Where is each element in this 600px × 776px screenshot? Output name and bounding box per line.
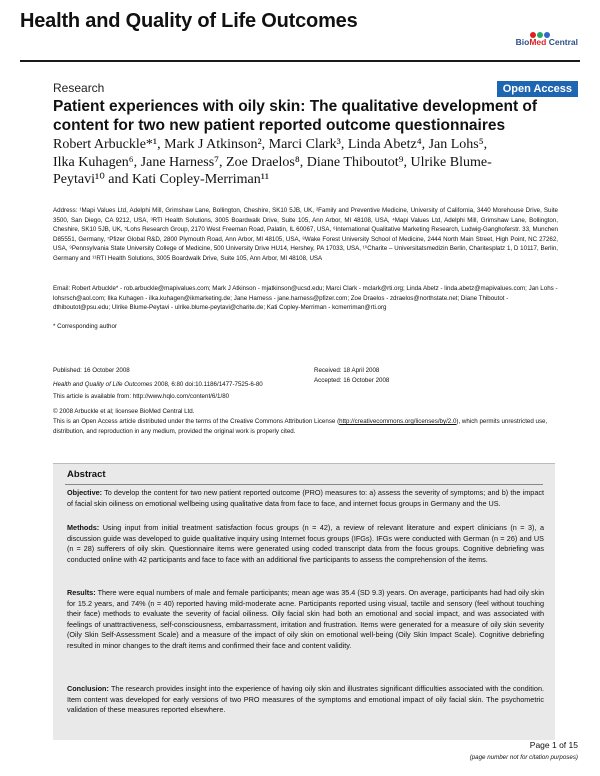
logo-text: BioMed Central xyxy=(515,37,578,47)
paper-title: Patient experiences with oily skin: The qualitative development of content for two new patient reported outcome questionnaires xyxy=(53,98,538,134)
corresponding-note: * Corresponding author xyxy=(53,323,117,330)
citation: Health and Quality of Life Outcomes 2008, 6:80 doi:10.1186/1477-7525-6-80 xyxy=(53,381,263,388)
authors-line: Robert Arbuckle*¹, Mark J Atkinson², Marci Clark³, Linda Abetz⁴, Jan Lohs⁵, xyxy=(53,137,488,152)
affiliations: Address: ¹Mapi Values Ltd, Adelphi Mill, Grimshaw Lane, Bollington, Cheshire, SK10 5JB, UK, ²Family and Preventive Medicine, University of California, 3440 Morehouse Drive, Suite 3500, San Diego, CA 9212, USA, ³RTI Health Solutions, 3005 Boardwalk Drive, Suite 105, Ann Arbor, MI 48108, USA, ⁴Mapi Values Ltd, Adelphi Mill, Grimshaw Lane, Bollington, Cheshire, SK10 5JB, UK, ⁵Lohs Research Group, 2170 West Freeman Road, Palatin, IL 60067, USA, ⁶International Qualitative Marketing Research, Ludwig-Ganghoferstr. 33, Munchen D85551, Germany, ⁷Pfizer Global R&D, 2800 Plymouth Road, Ann Arbor, MI 48105, USA, ⁸Wake Forest University School of Medicine, 2444 North Main Street, High Point, NC 27262, USA, ⁹Pennsylvania State University College of Medicine, 500 University Drive HU14, Hershey, PA 17033, USA, ¹⁰Charite – Universitatsmedizin Berlin, Charitesplatz 1, D 10117, Berlin, Germany and ¹¹RTI Health Solutions, 3005 Boardwalk Drive, Suite 105, Ann Arbor, MI 48108, USA xyxy=(53,207,558,262)
copyright: © 2008 Arbuckle et al; licensee BioMed Central Ltd. xyxy=(53,408,195,415)
page-note: (page number not for citation purposes) xyxy=(469,754,578,761)
biomed-central-logo xyxy=(506,25,578,53)
dates-right xyxy=(314,366,389,385)
page-number: Page 1 of 15 xyxy=(529,740,578,750)
available-from[interactable]: This article is available from: http://www.hqlo.com/content/6/1/80 xyxy=(53,393,230,400)
received-date: Received: 18 April 2008 xyxy=(314,367,380,374)
license-text: This is an Open Access article distributed under the terms of the Creative Commons Attribution License (http://creativecommons.org/licenses/by/2.0), which permits unrestricted use, distribution, and reproduction in any medium, provided the original work is properly cited. xyxy=(53,418,548,435)
published-date: Published: 16 October 2008 xyxy=(53,367,130,374)
abstract-rule xyxy=(65,484,543,485)
accepted-date: Accepted: 16 October 2008 xyxy=(314,376,390,384)
abstract-objective: Objective: To develop the content for two new patient reported outcome (PRO) measures to: a) assess the severity of symptoms; and b) the impact of facial skin oiliness on emotional wellbeing using qualitative data from face to face, and internet focus groups in Germany and the US. xyxy=(67,488,544,508)
abstract-box xyxy=(53,463,555,740)
abstract-heading: Abstract xyxy=(67,469,106,480)
header-rule xyxy=(20,60,580,62)
journal-title: Health and Quality of Life Outcomes xyxy=(20,10,358,32)
authors-line: Peytavi¹⁰ and Kati Copley-Merriman¹¹ xyxy=(53,172,270,187)
author-emails: Email: Robert Arbuckle* - rob.arbuckle@mapivalues.com; Mark J Atkinson - mjatkinson@ucsd.edu; Marci Clark - mclark@rti.org; Linda Abetz - linda.abetz@mapivalues.com; Jan Lohs - lohsrsch@aol.com; Ilka Kuhagen - ilka.kuhagen@ikmarketing.de; Jane Harness - jane.harness@pfizer.com; Zoe Draelos - zdraelos@northstate.net; Diane Thiboutot - dthiboutot@psu.edu; Ulrike Blume-Peytavi - ulrike.blume-peytavi@charite.de; Kati Copley-Merriman - kcmerriman@rti.org xyxy=(53,285,558,312)
article-type: Research xyxy=(53,81,105,95)
license-link[interactable]: http://creativecommons.org/licenses/by/2.0 xyxy=(339,418,457,425)
abstract-methods: Methods: Using input from initial treatment satisfaction focus groups (n = 42), a review of relevant literature and expert clinicians (n = 3), a discussion guide was developed to guide qualitative inquiry using Internet focus groups (IFGs). IFGs were conducted with German (n = 26) and US (n = 28) sufferers of oily skin. Questionnaire items were generated using coded transcript data from the focus groups. Cognitive debriefing was conducted online with 42 participants and face to face with an additional five participants to assess the comprehension of the items. xyxy=(67,523,544,564)
author-list xyxy=(53,136,558,189)
abstract-results: Results: There were equal numbers of male and female participants; mean age was 35.4 (SD 9.3) years. On average, participants had had oily skin for 15.2 years, and 74% (n = 40) reported having mild-moderate acne. Participants reported using visual, tactile and sensory (feel without touching their face) methods to evaluate the severity of facial oiliness. Oily facial skin had both an emotional and social impact, and was associated with feelings of unattractiveness, self-consciousness, embarrassment, irritation and frustration. Items were generated for a measure of oily skin severity (Oily Skin Self-Assessment Scale) and a measure of the impact of oily skin on emotional well-being (Oily Skin Impact Scale). Cognitive debriefing resulted in minor changes to the draft items and confirmed their face and content validity. xyxy=(67,588,544,650)
authors-line: Ilka Kuhagen⁶, Jane Harness⁷, Zoe Draelos⁸, Diane Thiboutot⁹, Ulrike Blume- xyxy=(53,154,492,170)
abstract-conclusion: Conclusion: The research provides insight into the experience of having oily skin and illustrates significant difficulties associated with the condition. Item content was developed for early versions of two PRO measures of the symptoms and emotional impact of oily facial skin. The psychometric validation of these measures reported elsewhere. xyxy=(67,684,544,715)
open-access-badge: Open Access xyxy=(497,81,578,97)
